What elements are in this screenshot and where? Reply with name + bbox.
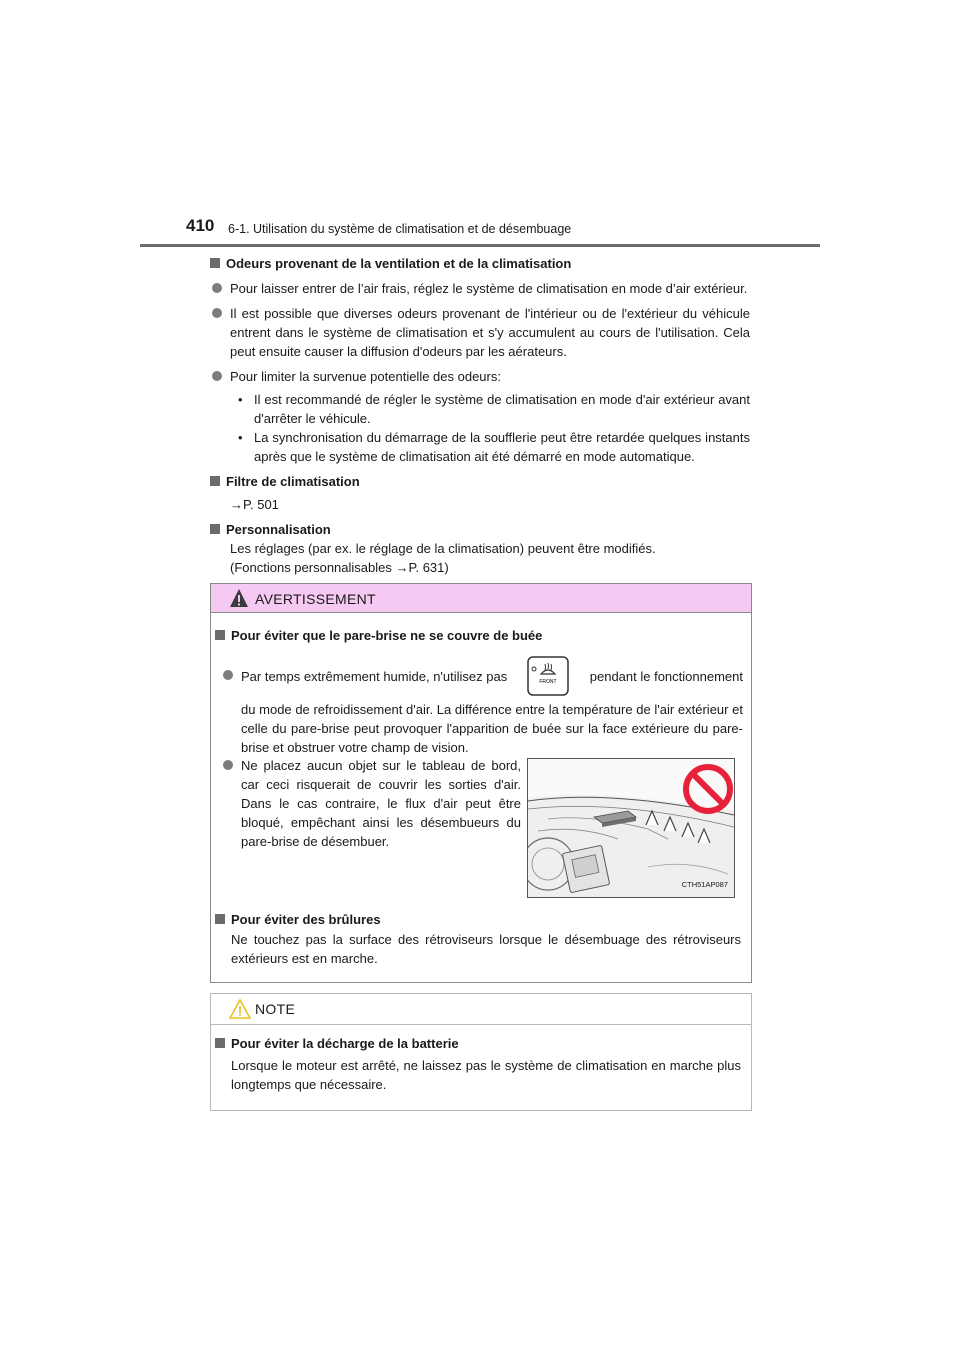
paragraph: Lorsque le moteur est arrêté, ne laissez pas le système de climatisation en marche plus longtemps que nécessaire. [231,1058,741,1092]
warning-heading-brulures: Pour éviter des brûlures [215,910,381,929]
sub-bullet-icon: • [238,430,243,445]
warning-bullet-dashboard: Ne placez aucun objet sur le tableau de bord, car ceci risquerait de couvrir les sorties d'air. Dans le cas contraire, le flux d'air peut être bloqué, empêchant ainsi les désembueurs du pare-brise de désembuer. [221,756,521,851]
square-bullet-icon [210,476,220,486]
circle-bullet-icon [212,283,222,293]
note-label: NOTE [255,1001,296,1017]
note-header [211,994,751,1025]
paragraph: Ne touchez pas la surface des rétroviseurs lorsque le désembuage des rétroviseurs extérieurs est en marche. [231,932,741,966]
dashboard-illustration [527,758,735,898]
section-heading-filtre: Filtre de climatisation [210,472,750,491]
note-heading: Pour éviter la décharge de la batterie [215,1036,459,1051]
warning-heading-buee: Pour éviter que le pare-brise ne se couvre de buée [215,626,542,645]
circle-bullet-icon [212,371,222,381]
note-box [210,993,752,1111]
section-title: 6-1. Utilisation du système de climatisation et de désembuage [228,222,572,236]
caution-icon [229,998,251,1020]
front-defroster-button-icon [527,656,569,696]
circle-bullet-icon [212,308,222,318]
figure-code: CTH51AP087 [681,880,728,889]
main-content [210,254,750,577]
square-bullet-icon [215,630,225,640]
square-bullet-icon [210,524,220,534]
list-item: Pour limiter la survenue potentielle des odeurs: [210,367,750,386]
warning-header [211,584,751,613]
warning-icon [229,588,249,608]
paragraph: Les réglages (par ex. le réglage de la climatisation) peuvent être modifiés. [230,541,656,556]
square-bullet-icon [215,914,225,924]
prohibited-icon [686,767,730,811]
circle-bullet-icon [223,760,233,770]
warning-bullet-buee: Par temps extrêmement humide, n'utilisez pas FRONT pendant le fonctionnement du mode de refroidissement d'air. La différence entre la température de l'air extérieur et celle du pare-brise peut provoquer l'apparition de buée sur la face extérieure du pare-brise et obstruer votre champ de vision. [221,656,743,757]
header-rule [140,244,820,247]
sub-list-item: • La synchronisation du démarrage de la soufflerie peut être retardée quelques instants après que le système de climatisation ait été démarré en mode automatique. [238,430,750,464]
list-item: Il est possible que diverses odeurs provenant de l'intérieur ou de l'extérieur du véhicule entrent dans le système de climatisation et s'y accumulent au cours de l'utilisation. Cela peut ensuite causer la diffusion d'odeurs par les aérateurs. [210,304,750,361]
warning-label: AVERTISSEMENT [255,591,376,607]
circle-bullet-icon [223,670,233,680]
sub-bullet-icon: • [238,392,243,407]
warning-box [210,583,752,983]
sub-list-item: • Il est recommandé de régler le système de climatisation en mode d'air extérieur avant d'arrêter le véhicule. [238,392,750,426]
page-number: 410 [186,216,215,235]
section-heading-odeurs: Odeurs provenant de la ventilation et de la climatisation [210,254,750,273]
square-bullet-icon [210,258,220,268]
square-bullet-icon [215,1038,225,1048]
svg-text:FRONT: FRONT [539,679,558,685]
page-reference-link[interactable]: →P. 501 [230,497,279,512]
paragraph: (Fonctions personnalisables →P. 631) [230,560,449,575]
section-heading-personnalisation: Personnalisation [210,520,750,539]
list-item: Pour laisser entrer de l’air frais, réglez le système de climatisation en mode d’air extérieur. [210,279,750,298]
